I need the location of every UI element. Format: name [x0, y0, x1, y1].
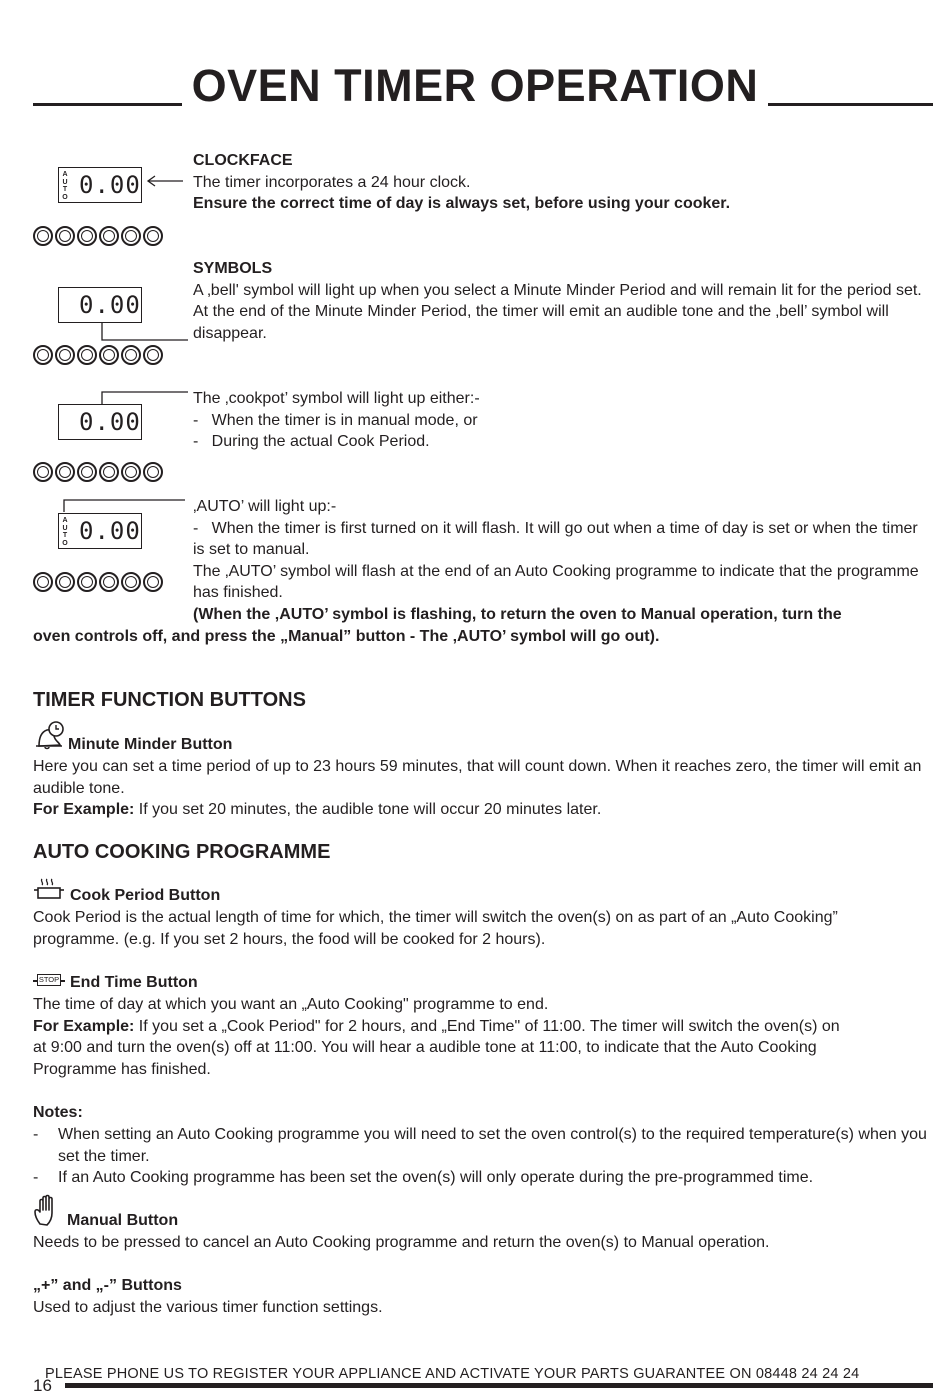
cook-period-label: Cook Period Button [70, 887, 221, 904]
timer-buttons-heading: TIMER FUNCTION BUTTONS [33, 689, 306, 711]
knob[interactable] [77, 226, 97, 246]
end-time-example: For Example: If you set a „Cook Period" for 2 hours, and „End Time" of 11:00. The timer will switch the oven(s) on [33, 1018, 840, 1035]
pointer-line [62, 498, 187, 514]
knob[interactable] [55, 226, 75, 246]
cookpot-item: - When the timer is in manual mode, or [193, 411, 478, 429]
auto-note-line1: (When the ‚AUTO’ symbol is flashing, to return the oven to Manual operation, turn the [193, 605, 842, 623]
page-title: OVEN TIMER OPERATION [0, 58, 950, 114]
display-digits: 0.00 [79, 171, 141, 199]
minute-minder-text: Here you can set a time period of up to 23 hours 59 minutes, that will count down. When it reaches zero, the timer will emit an audible tone. [33, 758, 922, 797]
end-time-label: End Time Button [70, 974, 198, 991]
timer-display [58, 513, 142, 549]
plus-minus-text: Used to adjust the various timer function settings. [33, 1299, 383, 1316]
clockface-section [193, 150, 933, 215]
cookpot-icon [33, 878, 67, 900]
end-time-example-continued: at 9:00 and turn the oven(s) off at 11:00. You will hear a audible tone at 11:00, to indicate that the Auto Cooking Programme has finished. [33, 1039, 817, 1078]
timer-display [58, 287, 142, 323]
bell-clock-icon [33, 720, 67, 750]
knob[interactable] [121, 462, 141, 482]
control-knobs [33, 462, 163, 482]
hand-icon [33, 1194, 65, 1228]
clockface-heading: CLOCKFACE [193, 152, 293, 169]
timer-display [58, 404, 142, 440]
knob[interactable] [99, 572, 119, 592]
footer-rule [65, 1383, 933, 1388]
stop-icon: STOP [33, 973, 67, 989]
cookpot-intro: The ‚cookpot’ symbol will light up either:- [193, 390, 480, 407]
notes-list [33, 1124, 938, 1189]
clockface-line2: Ensure the correct time of day is always set, before using your cooker. [193, 195, 731, 213]
manual-text: Needs to be pressed to cancel an Auto Cooking programme and return the oven(s) to Manual operation. [33, 1234, 770, 1251]
auto-intro: ‚AUTO’ will light up:- [193, 498, 337, 515]
knob[interactable] [55, 345, 75, 365]
bell-symbol-text: A ‚bell' symbol will light up when you select a Minute Minder Period and will remain lit for the period set. [193, 281, 922, 299]
auto-indicator: A U T O [62, 171, 68, 201]
arrow-icon [145, 174, 185, 188]
manual-label: Manual Button [67, 1212, 179, 1229]
knob[interactable] [143, 226, 163, 246]
display-digits: 0.00 [79, 408, 141, 436]
minute-minder-label: Minute Minder Button [68, 736, 233, 753]
knob[interactable] [121, 226, 141, 246]
knob[interactable] [121, 572, 141, 592]
note-item: - If an Auto Cooking programme has been set the oven(s) will only operate during the pre-programmed time. [33, 1169, 814, 1187]
auto-flash-text: The ‚AUTO’ symbol will flash at the end of an Auto Cooking programme to indicate that the programme has finished. [193, 562, 919, 602]
clockface-line1: The timer incorporates a 24 hour clock. [193, 173, 471, 191]
pointer-line [100, 322, 190, 344]
page-number: 16 [33, 1376, 52, 1395]
end-time-text: The time of day at which you want an „Auto Cooking" programme to end. [33, 996, 549, 1013]
knob[interactable] [33, 345, 53, 365]
symbols-heading: SYMBOLS [193, 260, 273, 277]
plus-minus-label: „+” and „-” Buttons [33, 1277, 182, 1294]
auto-programme-heading: AUTO COOKING PROGRAMME [33, 841, 331, 863]
note-item: - When setting an Auto Cooking programme you will need to set the oven control(s) to the required temperature(s) when you set the timer. [33, 1126, 927, 1165]
knob[interactable] [99, 226, 119, 246]
display-digits: 0.00 [79, 291, 141, 319]
knob[interactable] [99, 462, 119, 482]
auto-note-line2: oven controls off, and press the „Manual” button - The ‚AUTO’ symbol will go out). [33, 628, 660, 645]
display-digits: 0.00 [79, 517, 141, 545]
knob[interactable] [77, 345, 97, 365]
notes-heading: Notes: [33, 1104, 83, 1121]
control-knobs [33, 345, 163, 365]
cookpot-section [193, 388, 933, 453]
knob[interactable] [33, 226, 53, 246]
knob[interactable] [99, 345, 119, 365]
knob[interactable] [143, 345, 163, 365]
knob[interactable] [33, 462, 53, 482]
knob[interactable] [55, 572, 75, 592]
knob[interactable] [143, 572, 163, 592]
minute-minder-example: For Example: If you set 20 minutes, the audible tone will occur 20 minutes later. [33, 801, 602, 818]
control-knobs [33, 572, 163, 592]
auto-item: - When the timer is first turned on it will flash. It will go out when a time of day is set or when the timer is set to manual. [193, 519, 918, 559]
control-knobs [33, 226, 163, 246]
auto-section [193, 496, 933, 626]
knob[interactable] [33, 572, 53, 592]
bell-symbol-end-text: At the end of the Minute Minder Period, the timer will emit an audible tone and the ‚bell’ symbol will disappear. [193, 303, 889, 342]
symbols-section [193, 258, 933, 344]
timer-display [58, 167, 142, 203]
auto-indicator: A U T O [62, 517, 68, 547]
knob[interactable] [143, 462, 163, 482]
cookpot-item: - During the actual Cook Period. [193, 433, 430, 451]
knob[interactable] [55, 462, 75, 482]
cook-period-text: Cook Period is the actual length of time for which, the timer will switch the oven(s) on as part of an „Auto Cooking” programme. (e.g. If you set 2 hours, the food will be cooked for 2 hours). [33, 909, 838, 948]
knob[interactable] [77, 572, 97, 592]
footer-register-text: PLEASE PHONE US TO REGISTER YOUR APPLIANCE AND ACTIVATE YOUR PARTS GUARANTEE ON 08448 24 24 24 [45, 1365, 860, 1382]
knob[interactable] [77, 462, 97, 482]
knob[interactable] [121, 345, 141, 365]
